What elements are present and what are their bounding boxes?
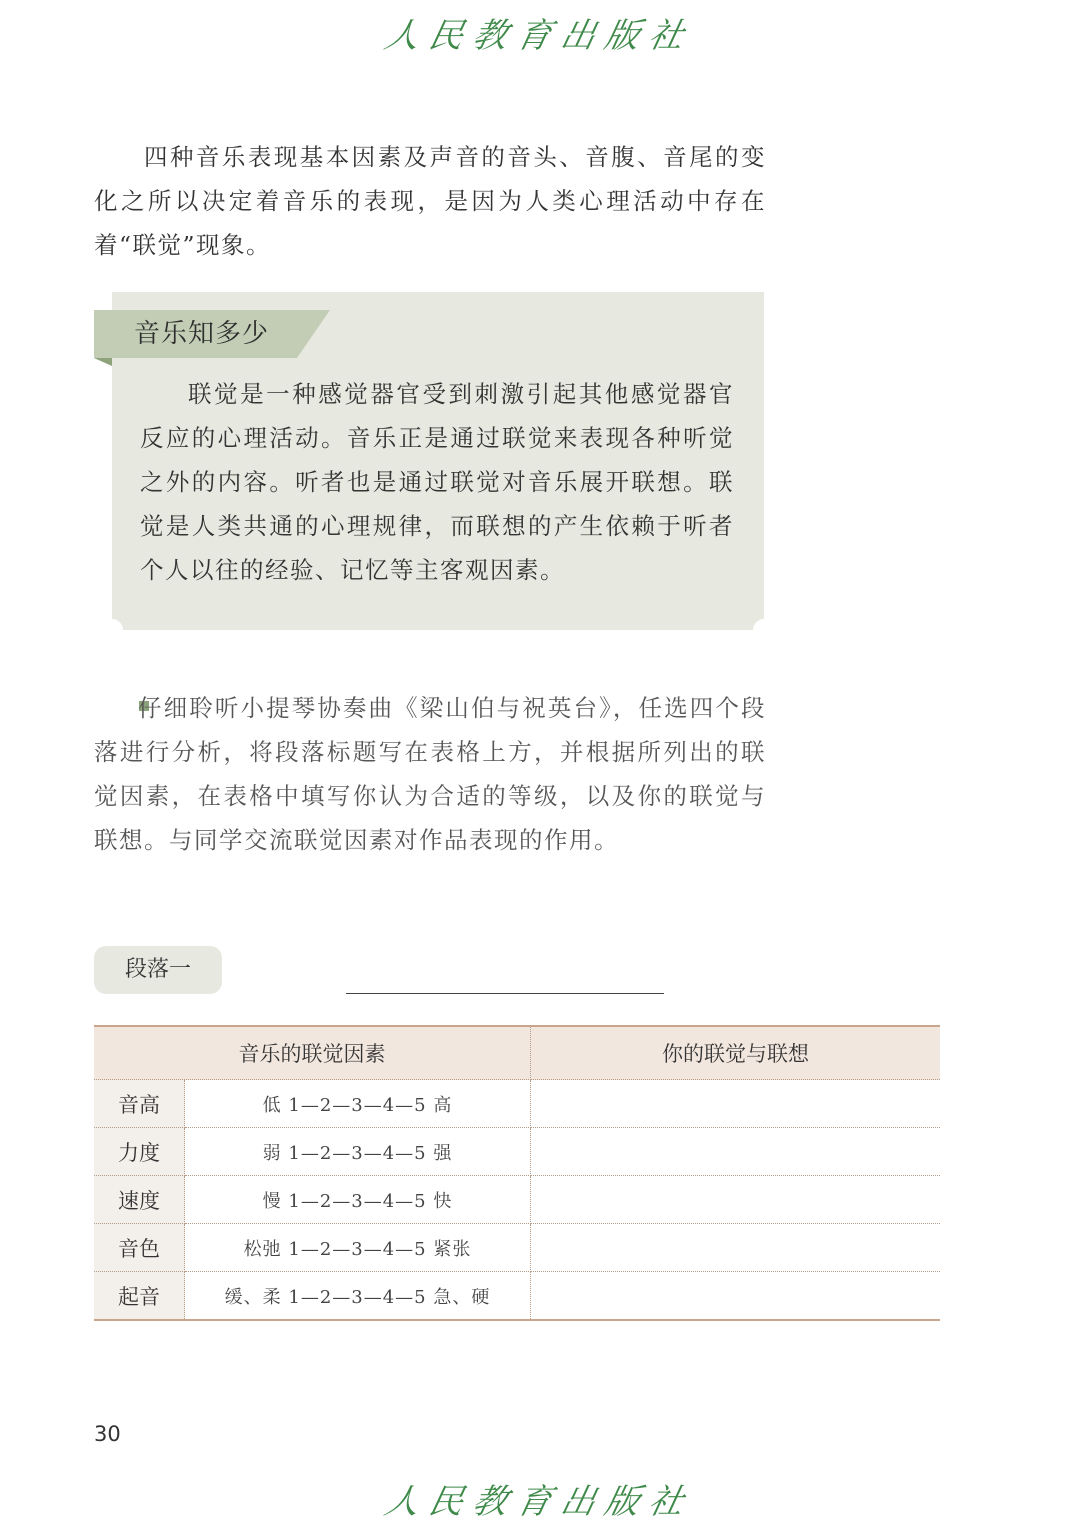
publisher-logo-bottom: 人民教育出版社 [381,1482,698,1522]
segment-label: 段落一 [94,946,222,994]
info-box-corner [101,619,123,641]
info-box-banner-fold [94,358,112,366]
factor-label: 音色 [94,1224,185,1272]
info-box-corner [753,619,775,641]
table-row [94,1080,940,1128]
header-associations: 你的联觉与联想 [531,1026,941,1080]
info-box-text: 联觉是一种感觉器官受到刺激引起其他感觉器官反应的心理活动。音乐正是通过联觉来表现各种听觉之外的内容。听者也是通过联觉对音乐展开联想。联觉是人类共通的心理规律，而联想的产生依赖于听者个人以往的经验、记忆等主客观因素。 [140,380,734,584]
page-number: 30 [94,1422,121,1446]
table-row [94,1224,940,1272]
rating-scale: 低 1—2—3—4—5 高 [185,1080,531,1128]
rating-scale: 缓、柔 1—2—3—4—5 急、硬 [185,1272,531,1321]
header-factors: 音乐的联觉因素 [94,1026,531,1080]
factor-label: 起音 [94,1272,185,1321]
table-row [94,1272,940,1321]
task-paragraph: 仔细聆听小提琴协奏曲《梁山伯与祝英台》，任选四个段落进行分析，将段落标题写在表格上方，并根据所列出的联觉因素，在表格中填写你认为合适的等级，以及你的联觉与联想。与同学交流联觉因素对作品表现的作用。 [94,694,766,854]
table-row [94,1176,940,1224]
table-row [94,1128,940,1176]
rating-scale: 弱 1—2—3—4—5 强 [185,1128,531,1176]
factor-label: 音高 [94,1080,185,1128]
association-table [94,1025,940,1321]
info-box-title: 音乐知多少 [134,319,270,349]
segment-title-blank[interactable] [346,993,664,994]
association-answer-cell[interactable] [531,1128,941,1176]
intro-paragraph: 四种音乐表现基本因素及声音的音头、音腹、音尾的变化之所以决定着音乐的表现，是因为人类心理活动中存在着“联觉”现象。 [94,143,766,259]
association-answer-cell[interactable] [531,1176,941,1224]
association-answer-cell[interactable] [531,1224,941,1272]
rating-scale: 慢 1—2—3—4—5 快 [185,1176,531,1224]
factor-label: 力度 [94,1128,185,1176]
rating-scale: 松弛 1—2—3—4—5 紧张 [185,1224,531,1272]
factor-label: 速度 [94,1176,185,1224]
association-answer-cell[interactable] [531,1080,941,1128]
association-answer-cell[interactable] [531,1272,941,1321]
publisher-logo-top: 人民教育出版社 [381,16,698,56]
